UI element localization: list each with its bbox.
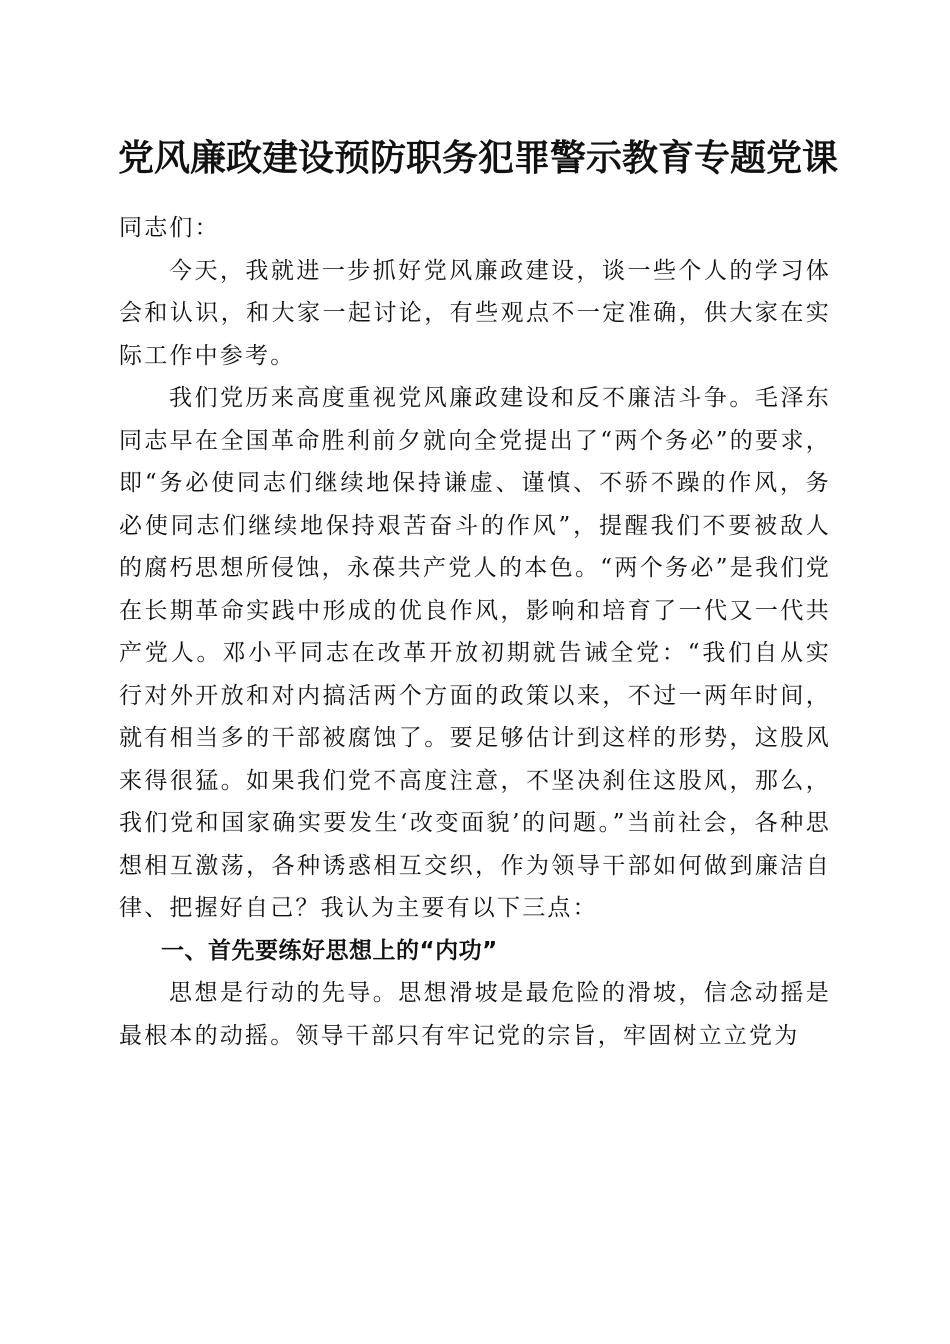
salutation: 同志们： (119, 215, 220, 241)
paragraph-intro: 今天，我就进一步抓好党风廉政建设，谈一些个人的学习体会和认识，和大家一起讨论，有些观点不一定准确，供大家在实际工作中参考。 (119, 257, 831, 369)
paragraph-history: 我们党历来高度重视党风廉政建设和反不廉洁斗争。毛泽东同志早在全国革命胜利前夕就向全党提出了“两个务必”的要求，即“务必使同志们继续地保持谦虚、谨慎、不骄不躁的作风，务必使同志们继续地保持艰苦奋斗的作风”，提醒我们不要被敌人的腐朽思想所侵蚀，永葆共产党人的本色。“两个务必”是我们党在长期革命实践中形成的优良作风，影响和培育了一代又一代共产党人。邓小平同志在改革开放初期就告诫全党：“我们自从实行对外开放和对内搞活两个方面的政策以来，不过一两年时间，就有相当多的干部被腐蚀了。要足够估计到这样的形势，这股风来得很猛。如果我们党不高度注意，不坚决刹住这股风，那么，我们党和国家确实要发生‘改变面貌’的问题。”当前社会，各种思想相互激荡，各种诱惑相互交织，作为领导干部如何做到廉洁自律、把握好自己？我认为主要有以下三点： (119, 385, 831, 921)
document-title: 党风廉政建设预防职务犯罪警示教育专题党课 (118, 137, 839, 179)
document-body (119, 207, 831, 1057)
section-paragraph: 思想是行动的先导。思想滑坡是最危险的滑坡，信念动摇是最根本的动摇。领导干部只有牢记党的宗旨，牢固树立立党为 (119, 980, 831, 1049)
section-heading: 一、首先要练好思想上的“内功” (161, 937, 498, 964)
